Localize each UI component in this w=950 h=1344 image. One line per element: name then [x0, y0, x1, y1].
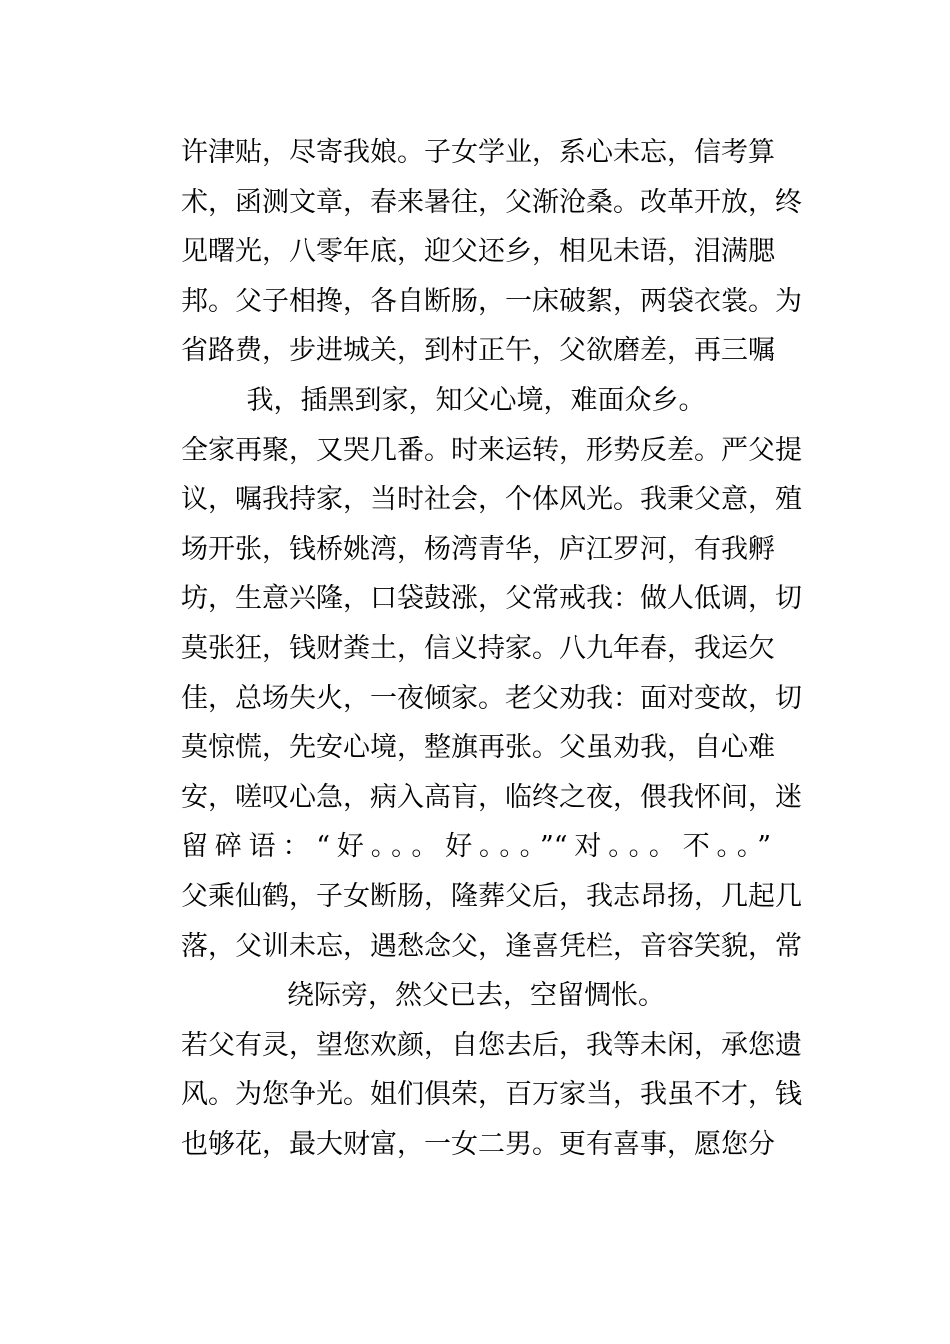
text-line: 见曙光，八零年底，迎父还乡，相见未语，泪满腮 — [181, 236, 775, 268]
text-line: 场开张，钱桥姚湾，杨湾青华，庐江罗河，有我孵 — [181, 533, 775, 565]
text-line: 佳，总场失火，一夜倾家。老父劝我：面对变故，切 — [181, 682, 802, 714]
text-line: 也够花，最大财富，一女二男。更有喜事，愿您分 — [181, 1128, 775, 1160]
text-line: 风。为您争光。姐们俱荣，百万家当，我虽不才，钱 — [181, 1079, 802, 1111]
text-line: 邦。父子相搀，各自断肠，一床破絮，两袋衣裳。为 — [181, 285, 802, 317]
text-line: 坊，生意兴隆，口袋鼓涨，父常戒我：做人低调，切 — [181, 583, 802, 615]
text-line: 全家再聚，又哭几番。时来运转，形势反差。严父提 — [181, 434, 802, 466]
text-line: 许津贴，尽寄我娘。子女学业，系心未忘，信考算 — [181, 137, 775, 168]
text-line: 留碎语：“好。。。好。。。”“对。。。不。。” — [181, 831, 771, 863]
text-line: 我，插黑到家，知父心境，难面众乡。 — [246, 384, 706, 416]
body-text — [181, 128, 802, 1169]
text-line: 父乘仙鹤，子女断肠，隆葬父后，我志昂扬，几起几 — [181, 880, 802, 912]
text-line: 术，函测文章，春来暑往，父渐沧桑。改革开放，终 — [181, 186, 802, 218]
text-line: 绕际旁，然父已去，空留惆怅。 — [287, 980, 665, 1012]
text-line: 安，嗟叹心急，病入高肓，临终之夜，偎我怀间，迷 — [181, 781, 802, 813]
text-line: 省路费，步进城关，到村正午，父欲磨差，再三嘱 — [181, 335, 775, 367]
text-line: 莫惊慌，先安心境，整旗再张。父虽劝我，自心难 — [181, 732, 775, 764]
text-line: 莫张狂，钱财粪土，信义持家。八九年春，我运欠 — [181, 632, 775, 664]
text-line: 若父有灵，望您欢颜，自您去后，我等未闲，承您遗 — [181, 1029, 802, 1061]
text-line: 落，父训未忘，遇愁念父，逢喜凭栏，音容笑貌，常 — [181, 930, 802, 962]
text-line: 议，嘱我持家，当时社会，个体风光。我秉父意，殖 — [181, 484, 802, 516]
